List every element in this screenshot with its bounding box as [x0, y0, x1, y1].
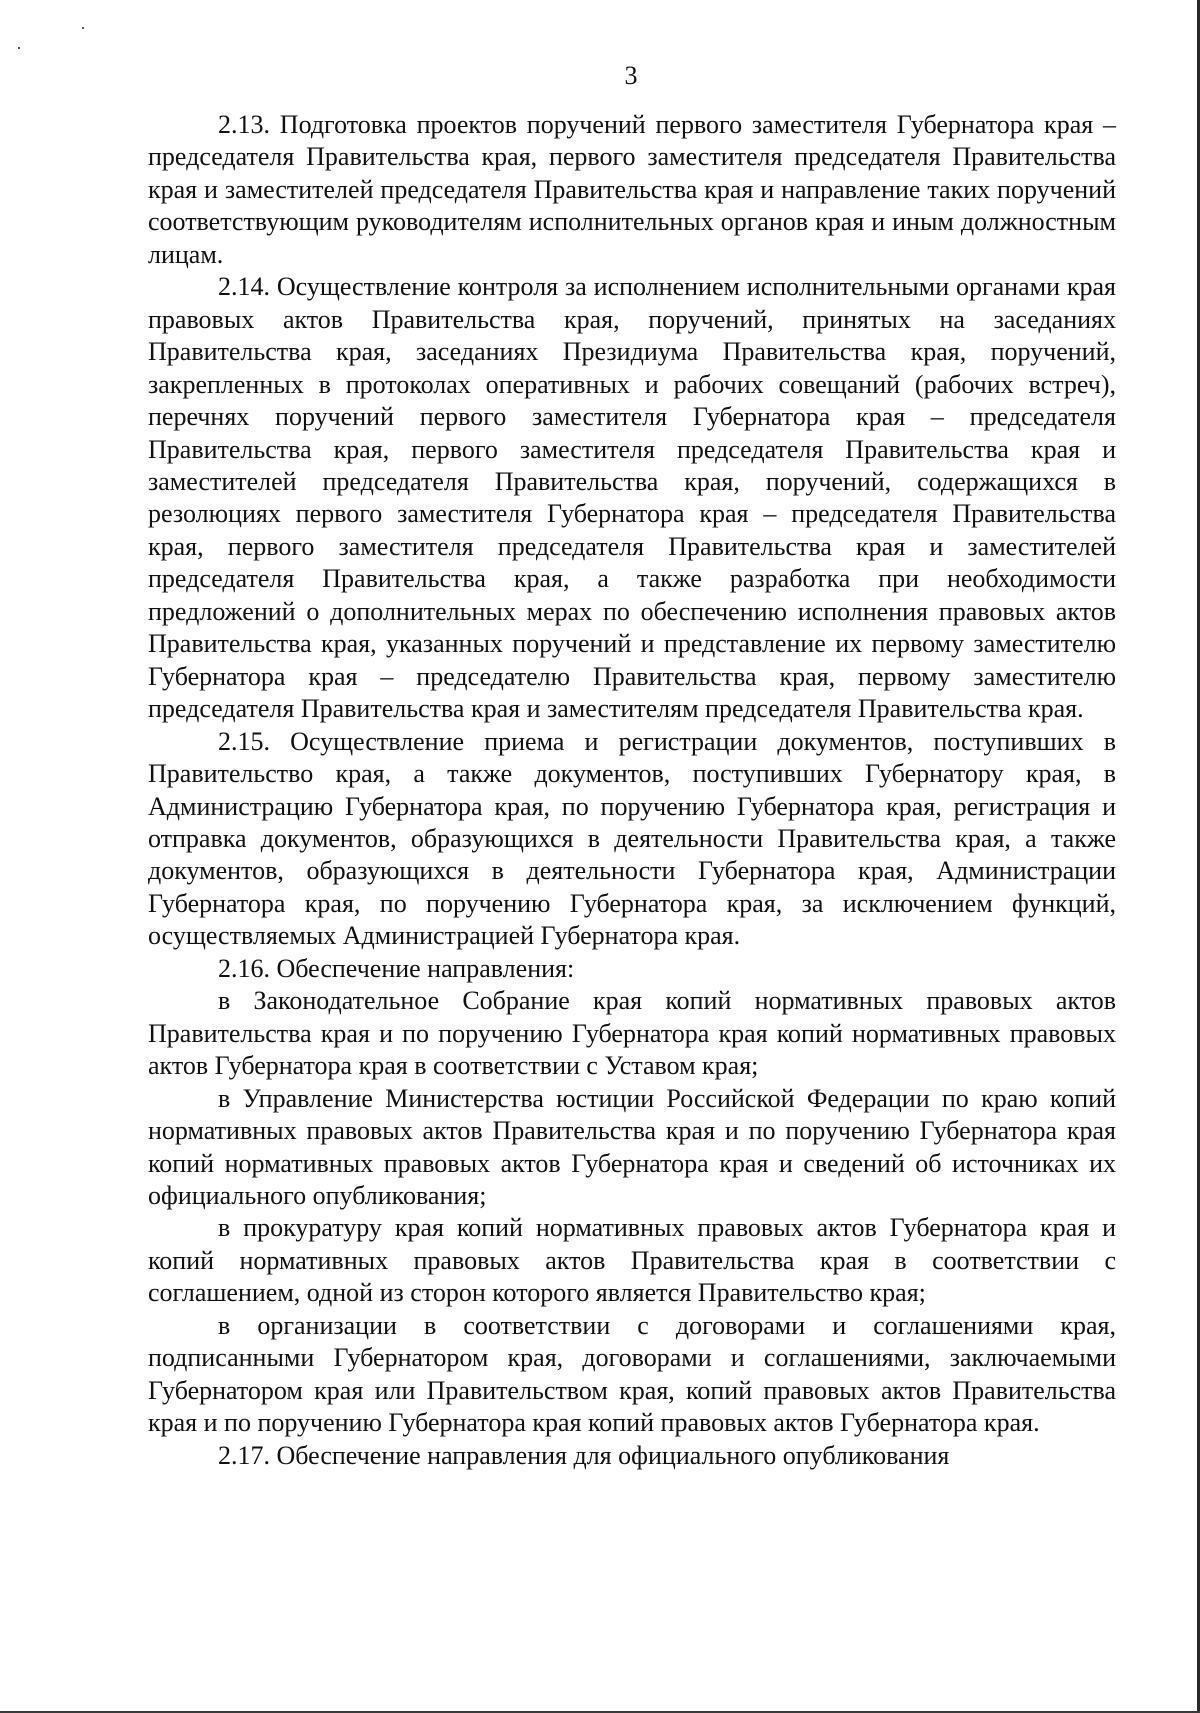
- paragraph-2-16: 2.16. Обеспечение направления:: [218, 953, 575, 983]
- document-body: [148, 109, 1116, 1472]
- paragraph-2-14: 2.14. Осуществление контроля за исполнением исполнительными органами края правовых актов Правительства края, поручений, принятых на заседаниях Правительства края, заседаниях Президиума Правительства края, поручений, закрепленных в протоколах оперативных и рабочих совещаний (рабочих встреч), перечнях поручений первого заместителя Губернатора края – председателя Правительства края, первого заместителя председателя Правительства края и заместителей председателя Правительства края, поручений, содержащихся в резолюциях первого заместителя Губернатора края – председателя Правительства края, первого заместителя председателя Правительства края и заместителей председателя Правительства края, а также разработка при необходимости предложений о дополнительных мерах по обеспечению исполнения правовых актов Правительства края, указанных поручений и представление их первому заместителю Губернатора края – председателю Правительства края, первому заместителю председателя Правительства края и заместителям председателя Правительства края.: [148, 272, 1116, 724]
- paragraph-2-16-legislative-assembly: в Законодательное Собрание края копий нормативных правовых актов Правительства края и по поручению Губернатора края копий нормативных правовых актов Губернатора края в соответствии с Уставом края;: [148, 986, 1116, 1081]
- paragraph-2-15: 2.15. Осуществление приема и регистрации документов, поступивших в Правительство края, а также документов, поступивших Губернатору края, в Администрацию Губернатора края, по поручению Губернатора края, регистрация и отправка документов, образующихся в деятельности Правительства края, а также документов, образующихся в деятельности Губернатора края, Администрации Губернатора края, по поручению Губернатора края, за исключением функций, осуществляемых Администрацией Губернатора края.: [148, 726, 1116, 951]
- paragraph-2-17: 2.17. Обеспечение направления для официального опубликования: [218, 1440, 950, 1470]
- scan-speck: [18, 47, 20, 49]
- page-number: 3: [624, 61, 638, 90]
- paragraph-2-13: 2.13. Подготовка проектов поручений первого заместителя Губернатора края – председателя Правительства края, первого заместителя председателя Правительства края и заместителей председателя Правительства края и направление таких поручений соответствующим руководителям исполнительных органов края и иным должностным лицам.: [148, 110, 1116, 269]
- scan-speck: [82, 27, 84, 29]
- paragraph-2-16-prosecutor: в прокуратуру края копий нормативных правовых актов Губернатора края и копий нормативных правовых актов Правительства края в соответствии с соглашением, одной из сторон которого является Правительство края;: [148, 1213, 1116, 1308]
- paragraph-2-16-ministry-of-justice: в Управление Министерства юстиции Российской Федерации по краю копий нормативных правовых актов Правительства края и по поручению Губернатора края копий нормативных правовых актов Губернатора края и сведений об источниках их официального опубликования;: [148, 1083, 1116, 1210]
- paragraph-2-16-organizations: в организации в соответствии с договорами и соглашениями края, подписанными Губернатором края, договорами и соглашениями, заключаемыми Губернатором края или Правительством края, копий правовых актов Правительства края и по поручению Губернатора края копий правовых актов Губернатора края.: [148, 1310, 1116, 1438]
